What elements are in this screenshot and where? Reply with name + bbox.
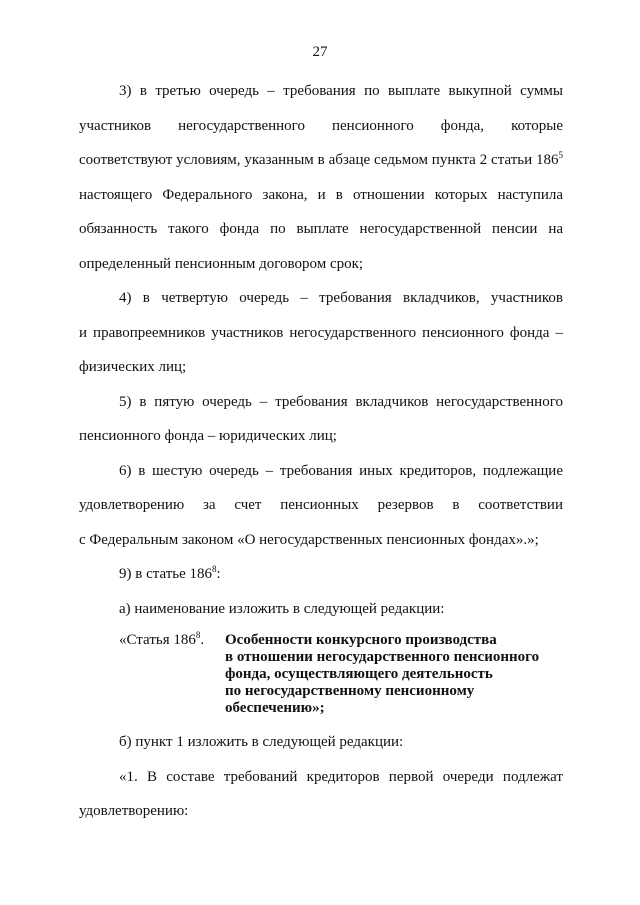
paragraph-fourth-priority-line3: физических лиц; <box>79 359 187 375</box>
paragraph-fourth-priority-line1: 4) в четвертую очередь – требования вкладчиков, участников <box>119 290 563 306</box>
article-heading-label <box>119 632 225 717</box>
paragraph-article-186-8-tail: : <box>216 566 221 582</box>
article-heading-title-line: Особенности конкурсного производства <box>225 632 497 648</box>
article-heading-title-line: по негосударственному пенсионному <box>225 683 475 699</box>
article-heading-title <box>225 632 539 717</box>
paragraph-sixth-priority-line3: с Федеральным законом «О негосударственных пенсионных фондах».»; <box>79 531 539 548</box>
paragraph-third-priority-line5: обязанность такого фонда по выплате негосударственной пенсии на <box>79 221 563 237</box>
article-heading <box>79 632 563 717</box>
paragraph-sixth-priority-line2: удовлетворению за счет пенсионных резервов в соответствии <box>79 497 563 513</box>
article-heading-label-text: «Статья 186 <box>119 632 196 648</box>
paragraph-third-priority-line6: определенный пенсионным договором срок; <box>79 255 364 272</box>
paragraph-fifth-priority-line2: пенсионного фонда – юридических лиц; <box>79 428 337 444</box>
document-body <box>79 74 563 829</box>
paragraph-article-186-8-text: 9) в статье 186 <box>119 566 213 582</box>
article-heading-title-line: в отношении негосударственного пенсионного <box>225 649 540 665</box>
paragraph-fourth-priority-line2: и правопреемников участников негосударственного пенсионного фонда – <box>79 324 563 341</box>
superscript-8: 8 <box>212 564 217 574</box>
paragraph-third-priority-line2: участников негосударственного пенсионного фонда, которые <box>79 117 563 134</box>
paragraph-third-priority-line4: настоящего Федерального закона, и в отношении которых наступила <box>79 186 563 203</box>
paragraph-article-186-8 <box>79 557 563 592</box>
paragraph-point-1-line2: удовлетворению: <box>79 803 189 819</box>
paragraph-third-priority-line3-text: соответствуют условиям, указанным в абзаце седьмом пункта 2 статьи 186 <box>79 152 559 168</box>
paragraph-item-b: б) пункт 1 изложить в следующей редакции: <box>119 734 404 750</box>
paragraph-item-a: а) наименование изложить в следующей редакции: <box>119 600 445 617</box>
page-number: 27 <box>312 44 328 60</box>
article-heading-superscript: 8 <box>195 630 201 640</box>
article-heading-title-line: фонда, осуществляющего деятельность <box>225 666 493 682</box>
paragraph-fifth-priority-line1: 5) в пятую очередь – требования вкладчиков негосударственного <box>119 393 563 410</box>
paragraph-point-1-line1: «1. В составе требований кредиторов первой очереди подлежат <box>119 768 563 785</box>
article-heading-title-line: обеспечению»; <box>225 700 325 716</box>
paragraph-third-priority-line3 <box>79 143 563 178</box>
article-heading-label-tail: . <box>200 632 205 648</box>
paragraph-third-priority-line1: 3) в третью очередь – требования по выплате выкупной суммы <box>119 83 563 99</box>
superscript-5: 5 <box>558 150 563 160</box>
paragraph-sixth-priority-line1: 6) в шестую очередь – требования иных кредиторов, подлежащие <box>119 462 563 479</box>
